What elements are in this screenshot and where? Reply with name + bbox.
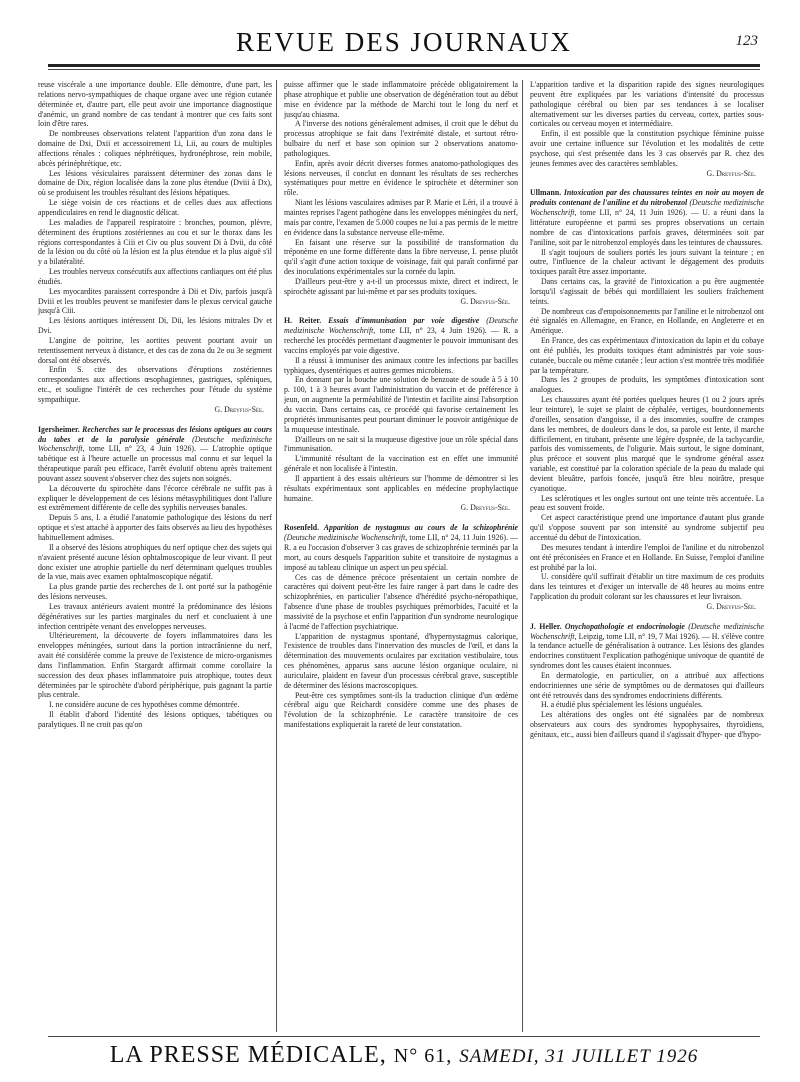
article-title: Onychopathologie et endocrinologie (564, 621, 685, 631)
page-header (48, 27, 760, 63)
article-lead: — H. s'élève contre la tendance actuelle de généralisation à outrance. Les lésions des glandes endocrines constituent l'explication pathogénique univoque de quantité de syndromes dont les causes étaient inconnues. (530, 631, 764, 671)
page-footer (48, 1042, 760, 1069)
paragraph: L'immunité résultant de la vaccination est en effet une immunité générale et non localisée à l'intestin. (284, 454, 518, 474)
article-author: H. Reiter. (284, 316, 322, 326)
paragraph: Les lésions aortiques intéressent Di, Dii, les lésions mitrales Dv et Dvi. (38, 316, 272, 336)
paragraph: Il a réussi à immuniser des animaux contre les infections par bacilles typhiques, dysentériques et autres germes microbiens. (284, 355, 518, 375)
article-lead: — U. a réuni dans la littérature européenne et parmi ses propres observations un certain nombre de cas d'intoxications parfois graves, déterminées soit par l'aniline, soit par le nitrobenzol employés dans les teintures de chaussures. (530, 208, 764, 247)
paragraph: Les sclérotiques et les ongles surtout ont une teinte très accentuée. La peau est souvent froide. (530, 493, 764, 513)
paragraph: Dans les 2 groupes de produits, les symptômes d'intoxication sont analogues. (530, 375, 764, 395)
article-lead: — R. a eu l'occasion d'observer 3 cas graves de schizophrénie terminés par la mort, au cours desquels l'apparition subite et transitoire de nystagmus a imposé au tableau clinique un aspect un peu spécial. (284, 533, 518, 572)
paragraph: Des mesures tendant à interdire l'emploi de l'aniline et du nitrobenzol ont été préconisées en France et en Hollande. En Suisse, l'emploi d'aniline est prohibé par la loi. (530, 542, 764, 572)
article-author: Rosenfeld. (284, 523, 320, 533)
paragraph: U. considère qu'il suffirait d'établir un titre maximum de ces produits dans les teintures et d'exiger un intervalle de 48 heures au moins entre l'application du produit colorant sur les chaussures et leur livraison. (530, 572, 764, 602)
paragraph: Les maladies de l'appareil respiratoire : bronches, poumon, plèvre, déterminent des éruptions zostériennes au cou et sur le thorax dans les régions correspondantes à Ciii et Civ ou plus souvent Di à Dvii, du côté de la lésion ou du côté où la lésion est la plus étendue et la plus aiguë s'il y a bilatéralité. (38, 217, 272, 267)
signature: G. Dreyfus-Sée. (706, 168, 756, 178)
article-journal: (Deutsche medizinische Wochenschrift, (530, 621, 764, 641)
signature: G. Dreyfus-Sée. (706, 601, 756, 611)
paragraph: Les troubles nerveux consécutifs aux affections cardiaques ont été plus étudiés. (38, 267, 272, 286)
paragraph: D'ailleurs on ne sait si la muqueuse digestive joue un rôle spécial dans l'immunisation. (284, 434, 518, 454)
article-title: Recherches sur le processus des lésions optiques au cours du tabes et de la paralysie générale (38, 424, 272, 444)
paragraph: Peut-être ces symptômes sont-ils la traduction clinique d'un œdème cérébral aigu que Reichardt considère comme une des phases de l'évolution de la schizophrénie. Le caractère transitoire de ces manifestations expliquerait la rareté de leur constatation. (284, 690, 518, 730)
paragraph: Cet aspect caractéristique prend une importance d'autant plus grande qu'il s'oppose souvent par son intensité au syndrome subjectif peu accentué du début de l'intoxication. (530, 513, 764, 542)
page-number: 123 (735, 33, 758, 49)
footer-date: SAMEDI, 31 JUILLET 1926 (459, 1046, 699, 1067)
article-author: Ullmann. (530, 188, 562, 198)
paragraph: reuse viscérale a une importance double. Elle démontre, d'une part, les relations nervo-sympathiques de chaque organe avec une région cutanée déterminée et, d'autre part, elle peut avoir une importance diagnostique d'anémic, un grand nombre de cas tendant à montrer que ces faits sont loin d'être rares. (38, 80, 272, 129)
article-lead: — R. a recherché les procédés permettant d'augmenter le pouvoir immunisant des vaccins employés par voie digestive. (284, 326, 518, 355)
signature: G. Dreyfus-Sée. (214, 404, 264, 414)
paragraph: Les myocardites paraissent correspondre à Dii et Div, parfois jusqu'à Dviii et les troubles peuvent se manifester dans le plexus cervical gauche jusqu'à Ciii. (38, 286, 272, 316)
article-lead: — L'atrophie optique tabétique est à l'heure actuelle un processus mal connu et sur lequel la thérapeutique paraît peu efficace, l'arrêt évolutif obtenu après traitement pouvant assez souvent s'observer chez des sujets non soignés. (38, 444, 272, 483)
article-journal: (Deutsche medizinische Wochenschrift, (284, 316, 518, 336)
paragraph: Enfin, après avoir décrit diverses formes anatomo-pathologiques des lésions nerveuses, il conclut en donnant les résultats de ses recherches systématiques pour mettre en évidence le spirochète et déterminer son rôle. (284, 158, 518, 198)
paragraph: Dans certains cas, la gravité de l'intoxication a pu être augmentée lorsqu'il s'agissait de bébés qui mordillaient les souliers fraîchement teints. (530, 277, 764, 306)
running-title: REVUE DES JOURNAUX (235, 27, 572, 57)
paragraph: La plus grande partie des recherches de I. ont porté sur la pathogénie des lésions nerveuses. (38, 582, 272, 602)
paragraph: Les chaussures ayant été portées quelques heures (1 ou 2 jours après leur teinture), le sujet se plaint de céphalée, vertiges, bourdonnements d'oreilles, sensation d'angoisse, il a des insomnies, souffre de crampes dans les membres, de douleurs dans le dos, sa parole est lente, il marche difficilement, en titubant, présente une légère dyspnée, de la tachycardie, parfois des vomissements, de l'oligurie. Mais surtout, le signe dominant, plus précoce et souvent plus marqué que le syndrome général assez variable, est constitué par la coloration spéciale de la peau du malade qui devient bleuâtre, parfois foncée, jusqu'à être bleu noirâtre, presque cyanotique. (530, 395, 764, 493)
article-journal: (Deutsche medizinische Wochenschrift, (284, 533, 408, 543)
column-2 (284, 80, 518, 1036)
article-title: Intoxication par des chaussures teintes en noir au moyen de produits contenant de l'aniline et du nitrobenzol (530, 188, 764, 208)
paragraph: I. ne considère aucune de ces hypothèses comme démontrée. (49, 700, 240, 710)
footer-rule (48, 1036, 760, 1037)
footer-journal: LA PRESSE MÉDICALE, (109, 1042, 387, 1068)
article-heading (284, 523, 518, 572)
column-divider (522, 80, 523, 1032)
signature: G. Dreyfus-Sée. (460, 296, 510, 306)
paragraph: puisse affirmer que le stade inflammatoire précède obligatoirement la phase atrophique et publie une observation de dégénération tout au début mise en évidence par la méthode de Marchi tout le long du nerf et jusqu'au chiasma. (284, 80, 518, 119)
paragraph: Le siège voisin de ces réactions et de celles dues aux affections appendiculaires en rend le diagnostic délicat. (38, 198, 272, 217)
article-heading (38, 425, 272, 484)
paragraph: De nombreux cas d'empoisonnements par l'aniline et le nitrobenzol ont été signalés en Allemagne, en France, en Hollande, en Angleterre et en Amérique. (530, 306, 764, 336)
paragraph: Niant les lésions vasculaires admises par P. Marie et Léri, il a trouvé à maintes reprises l'agent pathogène dans les enveloppes méningées du nerf, mais par contre, l'examen de 5.000 coupes ne lui a pas permis de le mettre en évidence dans la substance nerveuse elle-même. (284, 198, 518, 237)
article-reference: tome LII, n° 24, 11 Juin 1926). (580, 208, 688, 218)
paragraph: La découverte du spirochète dans l'écorce cérébrale ne suffit pas à expliquer le développement de ces lésions métasyphilitiques dont l'allure est extrêmement différente de celle des syphilis nerveuses banales. (38, 483, 272, 513)
signature: G. Dreyfus-Sée. (460, 503, 510, 513)
article-journal: (Deutsche medizinische Wochenschrift, (530, 198, 764, 218)
paragraph: Les travaux antérieurs avaient montré la prédominance des lésions dégénératives sur les parties marginales du nerf et concluaient à une infection centripète venant des enveloppes nerveuses. (38, 601, 272, 631)
article-heading (530, 188, 764, 247)
paragraph: Il s'agit toujours de souliers portés les jours suivant la teinture ; en outre, l'influence de la chaleur activant le dégagement des produits toxiques paraît être assez importante. (530, 247, 764, 277)
article-reference: tome LII, n° 23, 4 Juin 1926). (88, 444, 197, 454)
article-journal: (Deutsche medizinische Wochenschrift, (38, 434, 272, 454)
paragraph: En France, des cas expérimentaux d'intoxication du lapin et du cobaye ont été publiés, les produits toxiques étant administrés par voie sous-cutanée, buccale ou même cutanée ; leur action s'est montrée très modifiée par la température. (530, 336, 764, 375)
paragraph: Il a observé des lésions atrophiques du nerf optique chez des sujets qui n'avaient présenté aucune lésion ophtalmoscopique de leur vivant. Il peut donc exister une atrophie partielle du nerf déterminant quelques troubles de la vue, mais avec examen ophtalmoscopique négatif. (38, 542, 272, 582)
paragraph: A l'inverse des notions généralement admises, il croit que le début du processus atrophique se fait dans l'extrémité distale, et surtout rétro-bulbaire du nerf et base son opinion sur 2 observations anatomo-pathologiques. (284, 119, 518, 158)
article-heading (530, 622, 764, 671)
paragraph: De nombreuses observations relatent l'apparition d'un zona dans le domaine de Dxi, Dxii et accessoirement Li, Lii, au cours de multiples affections rénales : coliques néphrétiques, hydronéphrose, rein mobile, abcès périnéphrétique, etc. (38, 129, 272, 168)
column-3 (530, 80, 764, 1036)
article-heading (284, 316, 518, 355)
column-1 (38, 80, 272, 1036)
paragraph: Depuis 5 ans, I. a étudié l'anatomie pathologique des lésions du nerf optique et s'est attaché à apporter des faits observés au lieu des hypothèses habituellement admises. (38, 513, 272, 542)
article-reference: tome LII, n° 24, 11 Juin 1926). (409, 533, 508, 543)
article-reference: tome LII, n° 23, 4 Juin 1926). (379, 326, 487, 336)
paragraph: L'angine de poitrine, les aortites peuvent pourtant avoir un retentissement nerveux à distance, et des cas de zona du 2e ou 3e segment dorsal ont été observés. (38, 335, 272, 365)
paragraph: Ultérieurement, la découverte de foyers inflammatoires dans les enveloppes méningées, surtout dans la portion intracrânienne du nerf, avait été considérée comme la preuve de l'existence de micro-organismes dans l'inflammation. Enfin Stargardt affirmait comme corollaire la succession des deux phases inflammatoire puis atrophique, toutes deux déterminées par le spirochète d'abord périphérique, puis gagnant la partie plus centrale. (38, 631, 272, 700)
paragraph: Les altérations des ongles ont été signalées par de nombreux observateurs aux cours des syndromes hypophysaires, thyroïdiens, génitaux, etc., aussi bien d'ailleurs quand il s'agissait d'hyper- que d'hypo- (530, 710, 764, 739)
paragraph: H. a étudié plus spécialement les lésions unguéales. (541, 700, 703, 710)
paragraph: En donnant par la bouche une solution de benzoate de soude à 5 à 10 p. 100, 1 à 3 heures avant l'administration du vaccin et de préférence à jeun, on augmente la perméabilité de l'intestin et facilite ainsi l'absorption du vaccin. Dans certains cas, ce procédé qui favorise certainement les propriétés immunisantes peut pourtant diminuer le pouvoir antigénique de la muqueuse intestinale. (284, 375, 518, 434)
article-author: J. Heller. (530, 621, 562, 631)
article-title: Essais d'immunisation par voie digestive (328, 316, 480, 326)
footer-issue-number: N° 61, (393, 1045, 453, 1067)
header-rule-thin (48, 69, 760, 70)
header-rule (48, 64, 760, 67)
paragraph: Ces cas de démence précoce présentaient un certain nombre de caractères qui doivent peut-être les faire ranger à part dans le cadre des schizophrénies, en particulier l'absence d'hérédité psycho-néropathique, l'absence d'une phase de troubles psychiques prémorbides, l'acuité et la massivité de la psychose et enfin l'apparition d'un syndrome neurologique à l'acmé de l'affection psychiatrique. (284, 572, 518, 631)
paragraph: D'ailleurs peut-être y a-t-il un processus mixte, direct et indirect, le spirochète agissant par lui-même et par ses produits toxiques. (284, 276, 518, 296)
article-author: Igersheimer. (38, 424, 80, 434)
column-divider (276, 80, 277, 1032)
paragraph: En faisant une réserve sur la possibilité de transformation du tréponème en une forme différente dans la fibre nerveuse, I. pense plutôt qu'il s'agit d'une action toxique de voisinage, fait qui paraît confirmé par des inoculations expérimentales sur la cornée du lapin. (284, 237, 518, 277)
paragraph: Enfin S. cite des observations d'éruptions zostériennes correspondantes aux affections œsophagiennes, gastriques, spléniques, etc., et souligne l'intérêt de ces recherches pour l'étude du système sympathique. (38, 365, 272, 404)
paragraph: Les lésions vésiculaires paraissent déterminer des zonas dans le domaine de Dix, région localisée dans la zone plus étendue (Dviii à Dx), où se produisent les troubles résultant des lésions hépatiques. (38, 168, 272, 198)
paragraph: Il établit d'abord l'identité des lésions optiques, tabétiques ou paralytiques. Il ne croit pas qu'on (38, 710, 272, 729)
paragraph: L'apparition de nystagmus spontané, d'hypernystagmus calorique, l'existence de troubles dans l'innervation des muscles de l'œil, et dans la détermination des mouvements oculaires par excitation vestibulaire, tous ces phénomènes, apparus sans aucune lésion organique oculaire, ni auriculaire, plaident en faveur d'un processus cérébral grave, susceptible de déterminer des lésions macroscopiques. (284, 631, 518, 690)
paragraph: En dermatologie, en particulier, on a attribué aux affections endocriniennes une série de symptômes ou de dermatoses qui d'ailleurs ont été retrouvés dans des syndromes endocriniens différents. (530, 670, 764, 700)
article-title: Apparition de nystagmus au cours de la schizophrénie (323, 523, 518, 533)
article-reference: Leipzig, tome LII, n° 19, 7 Mai 1926). (578, 631, 700, 641)
paragraph: Enfin, il est possible que la constitution psychique féminine puisse avoir une certaine influence sur l'évolution et les modalités de cette psychose, qui s'est présentée dans les 3 cas observés par R. chez des jeunes femmes avec des caractères semblables. (530, 129, 764, 168)
paragraph: L'apparition tardive et la disparition rapide des signes neurologiques peuvent être expliquées par les variations d'intensité du processus pathologique cérébral ou bien par ses tendances à se localiser alternativement sur les diverses parties du cerveau, cortex, parties sous-corticales ou cerveau moyen et intermédiaire. (530, 80, 764, 129)
paragraph: Il appartient à des essais ultérieurs sur l'homme de démontrer si les résultats expérimentaux sont applicables en médecine prophylactique humaine. (284, 473, 518, 503)
